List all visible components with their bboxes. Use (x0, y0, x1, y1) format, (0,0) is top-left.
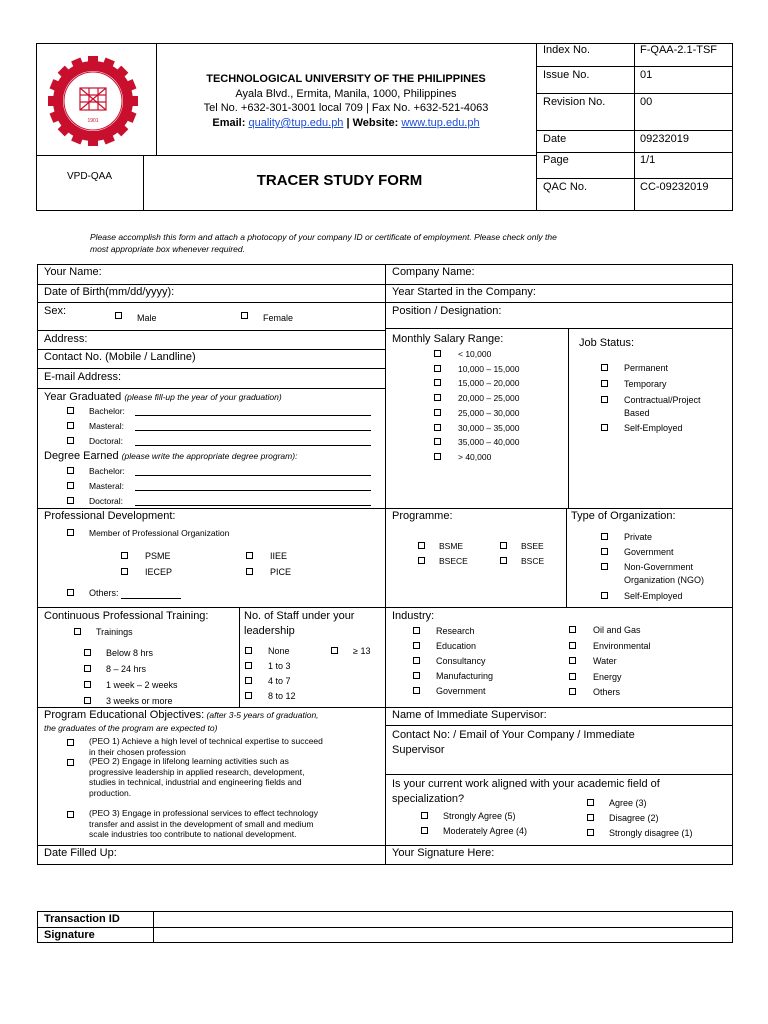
disagree-option[interactable] (587, 813, 707, 824)
meta-value: CC-09232019 (640, 181, 709, 193)
psme-label: PSME (145, 551, 171, 561)
moderately-agree-label: Moderately Agree (4) (443, 826, 528, 836)
industry-left-4-checkbox[interactable] (413, 687, 420, 694)
degree-level-checkbox[interactable] (67, 467, 74, 474)
email-field-label: E-mail Address: (44, 371, 122, 383)
job-status-2-option[interactable] (601, 395, 761, 406)
moderately-agree-checkbox[interactable] (421, 827, 428, 834)
org-ngo-checkbox[interactable] (601, 563, 608, 570)
salary-2-label: 15,000 – 20,000 (458, 378, 520, 389)
industry-right-3-label: Energy (593, 671, 622, 682)
university-phone: Tel No. +632-301-3001 local 709 | Fax No. +632-521-4063 (203, 102, 489, 114)
grad-level-row[interactable] (67, 421, 377, 432)
website-link[interactable]: www.tup.edu.ph (401, 117, 480, 129)
degree-level-label: Bachelor: (89, 466, 125, 476)
bsce-label: BSCE (521, 556, 545, 566)
staff-2-label: 4 to 7 (268, 676, 291, 686)
peo2-text: studies in technical, industrial and engineering fields and (89, 777, 302, 787)
moderately-agree-option[interactable] (421, 826, 551, 837)
industry-right-0-checkbox[interactable] (569, 626, 576, 633)
degree-level-input[interactable] (135, 475, 371, 476)
meta-label: Page (543, 154, 569, 166)
female-checkbox[interactable] (241, 312, 248, 319)
trainings-option[interactable] (74, 627, 164, 638)
iiee-checkbox[interactable] (246, 552, 253, 559)
industry-right-1-label: Environmental (593, 640, 651, 651)
transaction-id-label: Transaction ID (44, 913, 120, 925)
org-government-option[interactable] (601, 547, 711, 558)
grad-level-input[interactable] (135, 430, 371, 431)
grad-level-input[interactable] (135, 445, 371, 446)
university-address: Ayala Blvd., Ermita, Manila, 1000, Philippines (235, 88, 457, 100)
bsce-option[interactable] (500, 556, 560, 567)
salary-5-option[interactable] (434, 423, 594, 434)
salary-6-checkbox[interactable] (434, 438, 441, 445)
transaction-id-field[interactable] (154, 912, 732, 926)
cpt-0-label: Below 8 hrs (106, 648, 154, 658)
industry-right-3-checkbox[interactable] (569, 673, 576, 680)
industry-label: Industry: (392, 610, 435, 622)
grad-level-checkbox[interactable] (67, 437, 74, 444)
others-checkbox[interactable] (67, 589, 74, 596)
disagree-checkbox[interactable] (587, 814, 594, 821)
others-label: Others: (89, 588, 181, 599)
job-status-4-option[interactable] (601, 423, 761, 434)
industry-right-2-option[interactable] (569, 656, 729, 667)
job-status-2-checkbox[interactable] (601, 396, 608, 403)
staff-0-checkbox[interactable] (245, 647, 252, 654)
prof-org-label: Member of Professional Organization (89, 528, 230, 538)
degree-level-row[interactable] (67, 481, 377, 492)
address-label: Address: (44, 333, 88, 345)
peo2-text: production. (89, 787, 132, 798)
pice-checkbox[interactable] (246, 568, 253, 575)
grad-level-checkbox[interactable] (67, 407, 74, 414)
iiee-option[interactable] (246, 551, 316, 562)
grad-level-label: Bachelor: (89, 406, 125, 416)
org-ngo-option[interactable] (601, 562, 711, 573)
job-status-label: Job Status: (579, 337, 635, 349)
date-filled-label: Date Filled Up: (44, 847, 117, 859)
org-ngo-label: Non-Government (624, 562, 694, 572)
female-label: Female (263, 313, 294, 323)
aligned-question-2: specialization? (392, 793, 465, 805)
your-name-label: Your Name: (44, 266, 102, 278)
year-graduated-label: Year Graduated (please fill-up the year of your graduation) (44, 391, 282, 403)
peo3-text: transfer and assist in the development of small and medium (89, 818, 314, 829)
staff-13-checkbox[interactable] (331, 647, 338, 654)
logo-year: 1901 (87, 118, 99, 124)
strongly-disagree-label: Strongly disagree (1) (609, 828, 693, 838)
strongly-agree-option[interactable] (421, 811, 541, 822)
peo1-checkbox[interactable] (67, 739, 74, 746)
cpt-1-label: 8 – 24 hrs (106, 664, 147, 674)
salary-1-label: 10,000 – 15,000 (458, 363, 520, 374)
org-government-label: Government (624, 547, 674, 557)
cpt-2-checkbox[interactable] (84, 681, 91, 688)
bsee-option[interactable] (500, 541, 560, 552)
salary-3-checkbox[interactable] (434, 394, 441, 401)
meta-label: QAC No. (543, 181, 588, 193)
grad-level-row[interactable] (67, 436, 377, 447)
strongly-disagree-checkbox[interactable] (587, 829, 594, 836)
university-name: TECHNOLOGICAL UNIVERSITY OF THE PHILIPPINES (206, 73, 486, 85)
degree-level-checkbox[interactable] (67, 497, 74, 504)
others-option[interactable] (67, 588, 207, 599)
peo1-text: in their chosen profession (89, 746, 186, 757)
salary-1-option[interactable] (434, 364, 594, 375)
job-status-1-label: Temporary (624, 379, 667, 389)
staff-3-label: 8 to 12 (268, 691, 296, 701)
meta-label: Index No. (543, 44, 591, 56)
staff-3-option[interactable] (245, 691, 405, 702)
peo3-text: scale industries too contribute to national development. (89, 829, 297, 839)
salary-7-option[interactable] (434, 452, 594, 463)
org-private-label: Private (624, 532, 653, 542)
staff-13-option[interactable] (331, 646, 381, 657)
industry-left-2-option[interactable] (413, 656, 573, 667)
university-logo (48, 56, 138, 146)
company-name-label: Company Name: (392, 266, 475, 278)
peo3-checkbox[interactable] (67, 811, 74, 818)
staff-13-label: ≥ 13 (353, 646, 371, 656)
salary-0-checkbox[interactable] (434, 350, 441, 357)
year-started-label: Year Started in the Company: (392, 286, 536, 298)
meta-value: 1/1 (640, 154, 656, 166)
agree-checkbox[interactable] (587, 799, 594, 806)
company-contact-label: Contact No: / Email of Your Company / Immediate (392, 729, 635, 741)
industry-left-0-option[interactable] (413, 626, 573, 637)
org-self-employed-label: Self-Employed (624, 591, 683, 601)
company-contact-label-2: Supervisor (392, 744, 445, 756)
psme-checkbox[interactable] (121, 552, 128, 559)
iiee-label: IIEE (270, 551, 288, 561)
bsme-checkbox[interactable] (418, 542, 425, 549)
salary-3-label: 20,000 – 25,000 (458, 393, 520, 404)
peo-note: the graduates of the program are expected to) (44, 723, 218, 733)
meta-value: 09232019 (640, 133, 689, 145)
grad-level-input[interactable] (135, 415, 371, 416)
salary-6-label: 35,000 – 40,000 (458, 437, 520, 448)
degree-level-input[interactable] (135, 490, 371, 491)
signature-here-label: Your Signature Here: (392, 847, 495, 859)
cpt-1-option[interactable] (84, 664, 244, 675)
org-type-label: Type of Organization: (571, 510, 676, 522)
job-status-0-option[interactable] (601, 363, 761, 374)
department-code: VPD-QAA (66, 171, 112, 182)
org-private-checkbox[interactable] (601, 533, 608, 540)
position-label: Position / Designation: (392, 305, 502, 317)
industry-right-0-option[interactable] (569, 625, 729, 636)
industry-right-1-checkbox[interactable] (569, 642, 576, 649)
industry-right-4-label: Others (593, 687, 621, 697)
salary-4-label: 25,000 – 30,000 (458, 407, 520, 418)
bsece-option[interactable] (418, 556, 488, 567)
peo3-text: (PEO 3) Engage in professional services to effect technology (89, 808, 318, 818)
meta-value: 01 (640, 69, 653, 81)
salary-7-checkbox[interactable] (434, 453, 441, 460)
website-label: | Website: (343, 117, 402, 129)
industry-right-4-checkbox[interactable] (569, 688, 576, 695)
grad-level-checkbox[interactable] (67, 422, 74, 429)
peo2-checkbox[interactable] (67, 759, 74, 766)
meta-value: F-QAA-2.1-TSF (640, 44, 718, 56)
meta-label: Date (543, 133, 567, 145)
job-status-1-option[interactable] (601, 379, 761, 390)
degree-level-label: Doctoral: (89, 496, 124, 506)
industry-right-2-label: Water (593, 656, 617, 666)
staff-1-label: 1 to 3 (268, 661, 291, 671)
signature-label: Signature (44, 929, 95, 941)
salary-0-label: < 10,000 (458, 349, 492, 359)
industry-left-0-label: Research (436, 626, 475, 636)
bsme-option[interactable] (418, 541, 488, 552)
male-label: Male (137, 313, 157, 323)
industry-left-3-label: Manufacturing (436, 671, 494, 681)
prof-org-checkbox[interactable] (67, 529, 74, 536)
job-status-4-checkbox[interactable] (601, 424, 608, 431)
signature-field[interactable] (154, 928, 732, 942)
staff-0-label: None (268, 646, 290, 656)
dob-label: Date of Birth(mm/dd/yyyy): (44, 286, 175, 298)
cpt-0-option[interactable] (84, 648, 244, 659)
sex-label: Sex: (44, 305, 67, 317)
degree-level-input[interactable] (135, 505, 371, 506)
industry-left-3-checkbox[interactable] (413, 672, 420, 679)
salary-2-checkbox[interactable] (434, 379, 441, 386)
trainings-label: Trainings (96, 627, 133, 637)
salary-7-label: > 40,000 (458, 451, 492, 462)
staff-label-2: leadership (244, 625, 295, 637)
bsee-label: BSEE (521, 541, 544, 551)
pice-option[interactable] (246, 567, 316, 578)
job-status-4-label: Self-Employed (624, 423, 683, 433)
meta-label: Issue No. (543, 69, 590, 81)
bsce-checkbox[interactable] (500, 557, 507, 564)
instructions-line1: Please accomplish this form and attach a photocopy of your company ID or certificate of employment. Please check only the (90, 232, 557, 242)
industry-right-2-checkbox[interactable] (569, 657, 576, 664)
staff-label: No. of Staff under your (244, 610, 355, 622)
staff-2-option[interactable] (245, 676, 405, 687)
cpt-0-checkbox[interactable] (84, 649, 91, 656)
male-checkbox[interactable] (115, 312, 122, 319)
contact-label: Contact No. (Mobile / Landline) (44, 351, 196, 363)
job-status-0-checkbox[interactable] (601, 364, 608, 371)
salary-2-option[interactable] (434, 378, 594, 389)
cpt-3-checkbox[interactable] (84, 697, 91, 704)
aligned-question: Is your current work aligned with your academic field of (392, 778, 660, 790)
industry-left-2-checkbox[interactable] (413, 657, 420, 664)
industry-right-1-option[interactable] (569, 641, 729, 652)
org-self-employed-checkbox[interactable] (601, 592, 608, 599)
salary-3-option[interactable] (434, 393, 594, 404)
prof-org-member-option[interactable] (67, 528, 267, 539)
industry-left-0-checkbox[interactable] (413, 627, 420, 634)
degree-level-row[interactable] (67, 496, 377, 507)
industry-left-1-label: Education (436, 641, 477, 651)
grad-level-row[interactable] (67, 406, 377, 417)
staff-1-checkbox[interactable] (245, 662, 252, 669)
contact-line (156, 118, 536, 129)
sex-male-option[interactable] (115, 311, 175, 322)
bsece-checkbox[interactable] (418, 557, 425, 564)
disagree-label: Disagree (2) (609, 813, 659, 823)
bsece-label: BSECE (439, 556, 468, 566)
salary-4-checkbox[interactable] (434, 409, 441, 416)
instructions-line2: most appropriate box whenever required. (90, 244, 245, 254)
pice-label: PICE (270, 567, 292, 577)
prof-dev-label: Professional Development: (44, 510, 176, 522)
strongly-disagree-option[interactable] (587, 828, 717, 839)
industry-left-1-option[interactable] (413, 641, 573, 652)
industry-right-0-label: Oil and Gas (593, 625, 641, 635)
staff-2-checkbox[interactable] (245, 677, 252, 684)
cpt-3-label: 3 weeks or more (106, 696, 173, 706)
peo2-text: (PEO 2) Engage in lifelong learning activities such as (89, 756, 289, 766)
job-status-label-2: Based (624, 408, 650, 418)
job-status-0-label: Permanent (624, 363, 669, 373)
iecep-checkbox[interactable] (121, 568, 128, 575)
cpt-3-option[interactable] (84, 696, 244, 707)
strongly-agree-label: Strongly Agree (5) (443, 811, 516, 821)
peo-label: Program Educational Objectives: (after 3-5 years of graduation, (44, 709, 319, 721)
sex-female-option[interactable] (241, 311, 311, 322)
job-status-2-label: Contractual/Project (624, 395, 701, 405)
cpt-2-option[interactable] (84, 680, 244, 691)
iecep-option[interactable] (121, 567, 191, 578)
staff-1-option[interactable] (245, 661, 405, 672)
email-link[interactable]: quality@tup.edu.ph (248, 117, 344, 129)
grad-level-label: Doctoral: (89, 436, 124, 446)
grad-level-label: Masteral: (89, 421, 124, 431)
salary-6-option[interactable] (434, 437, 594, 448)
staff-0-option[interactable] (245, 646, 405, 657)
peo2-text: progressive leadership in applied research, development, (89, 766, 305, 777)
strongly-agree-checkbox[interactable] (421, 812, 428, 819)
cpt-2-label: 1 week – 2 weeks (106, 680, 178, 690)
industry-left-4-option[interactable] (413, 686, 573, 697)
form-title: TRACER STUDY FORM (256, 172, 423, 189)
industry-left-1-checkbox[interactable] (413, 642, 420, 649)
email-label: Email: (212, 117, 249, 129)
industry-left-3-option[interactable] (413, 671, 573, 682)
meta-label: Revision No. (543, 96, 606, 108)
bsme-label: BSME (439, 541, 464, 551)
degree-level-label: Masteral: (89, 481, 124, 491)
degree-level-checkbox[interactable] (67, 482, 74, 489)
bsee-checkbox[interactable] (500, 542, 507, 549)
degree-level-row[interactable] (67, 466, 377, 477)
industry-left-4-label: Government (436, 686, 486, 696)
agree-option[interactable] (587, 798, 707, 809)
programme-label: Programme: (392, 510, 453, 522)
industry-left-2-label: Consultancy (436, 656, 486, 666)
iecep-label: IECEP (145, 567, 173, 577)
supervisor-label: Name of Immediate Supervisor: (392, 709, 547, 721)
cpt-label: Continuous Professional Training: (44, 610, 209, 622)
peo1-text: (PEO 1) Achieve a high level of technical expertise to succeed (89, 736, 323, 746)
degree-earned-label: Degree Earned (please write the appropriate degree program): (44, 450, 298, 462)
org-government-checkbox[interactable] (601, 548, 608, 555)
staff-3-checkbox[interactable] (245, 692, 252, 699)
agree-label: Agree (3) (609, 798, 647, 808)
org-private-option[interactable] (601, 532, 711, 543)
trainings-checkbox[interactable] (74, 628, 81, 635)
cpt-1-checkbox[interactable] (84, 665, 91, 672)
salary-0-option[interactable] (434, 349, 594, 360)
salary-label: Monthly Salary Range: (392, 333, 504, 345)
psme-option[interactable] (121, 551, 191, 562)
org-self-employed-option[interactable] (601, 591, 711, 602)
salary-4-option[interactable] (434, 408, 594, 419)
salary-1-checkbox[interactable] (434, 365, 441, 372)
industry-right-4-option[interactable] (569, 687, 729, 698)
salary-5-checkbox[interactable] (434, 424, 441, 431)
org-ngo-label-2: Organization (NGO) (624, 575, 705, 585)
industry-right-3-option[interactable] (569, 672, 729, 683)
job-status-1-checkbox[interactable] (601, 380, 608, 387)
meta-value: 00 (640, 96, 653, 108)
salary-5-label: 30,000 – 35,000 (458, 422, 520, 433)
